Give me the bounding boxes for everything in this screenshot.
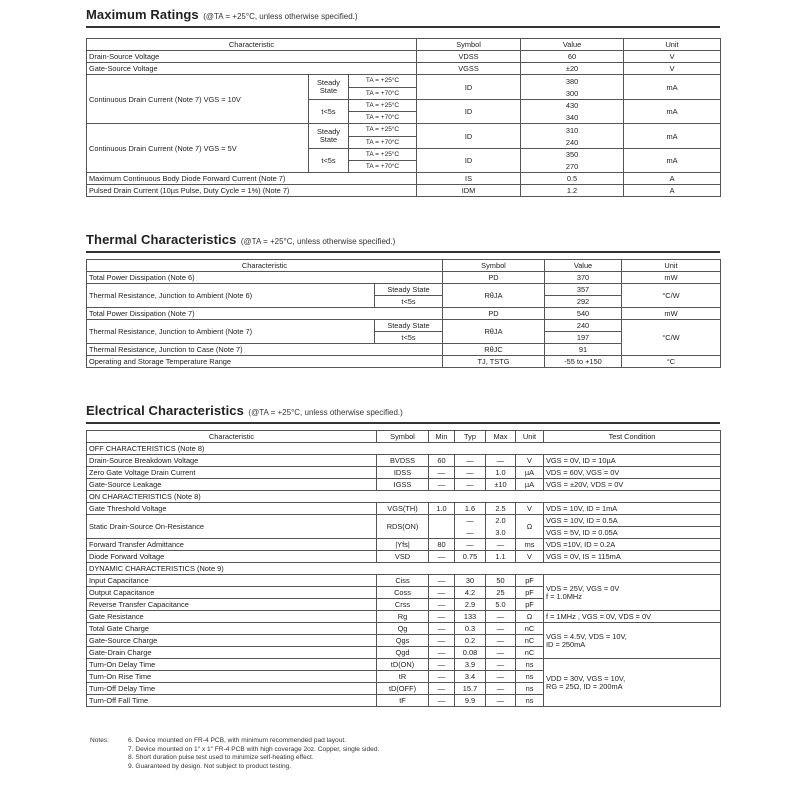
- cell-typ: 0.3: [455, 623, 486, 635]
- cell-characteristic: Maximum Continuous Body Diode Forward Current (Note 7): [87, 173, 417, 185]
- cell-condition: t<5s: [375, 332, 443, 344]
- cell-unit: ms: [516, 539, 544, 551]
- cell-condition-group: [544, 575, 721, 611]
- col-header: Unit: [624, 39, 721, 51]
- maximum-ratings-header: [86, 6, 720, 28]
- cell-symbol: IDM: [417, 185, 521, 197]
- cell-symbol: RθJA: [443, 284, 545, 308]
- cell-max: —: [486, 695, 516, 707]
- cell-temperature: TA = +70°C: [349, 136, 417, 149]
- table-row: [87, 356, 721, 368]
- cell-characteristic: Static Drain-Source On-Resistance: [87, 515, 377, 539]
- cell-characteristic: Input Capacitance: [87, 575, 377, 587]
- table-row: [87, 623, 721, 635]
- cell-unit: mW: [622, 308, 721, 320]
- cell-characteristic: Turn-Off Fall Time: [87, 695, 377, 707]
- cell-symbol: Qgs: [377, 635, 429, 647]
- cell-characteristic: Thermal Resistance, Junction to Ambient (Note 6): [87, 284, 375, 308]
- note-item: 7. Device mounted on 1" x 1" FR-4 PCB with high coverage 2oz. Copper, single sided.: [128, 745, 380, 753]
- cell-value: 430: [521, 100, 624, 112]
- cell-value: 240: [545, 320, 622, 332]
- cell-symbol: tD(OFF): [377, 683, 429, 695]
- cell-symbol: Coss: [377, 587, 429, 599]
- cell-min: —: [429, 683, 455, 695]
- thermal-header: [86, 231, 720, 253]
- cell-condition: VDS = 60V, VGS = 0V: [544, 467, 721, 479]
- cell-characteristic: Reverse Transfer Capacitance: [87, 599, 377, 611]
- cell-condition: VGS = 10V, ID = 0.5A: [544, 515, 721, 527]
- cell-characteristic: Operating and Storage Temperature Range: [87, 356, 443, 368]
- cell-characteristic: Thermal Resistance, Junction to Case (Note 7): [87, 344, 443, 356]
- table-row: [87, 659, 721, 671]
- cell-symbol: PD: [443, 308, 545, 320]
- cell-symbol: Qgd: [377, 647, 429, 659]
- thermal-table: [86, 259, 721, 368]
- cell-unit: ns: [516, 683, 544, 695]
- cell-characteristic: Gate-Source Voltage: [87, 63, 417, 75]
- cell-min: —: [429, 575, 455, 587]
- cell-temperature: TA = +70°C: [349, 87, 417, 100]
- col-header: Unit: [622, 260, 721, 272]
- cell-characteristic: Turn-On Delay Time: [87, 659, 377, 671]
- cell-unit: mA: [624, 100, 721, 124]
- col-header: Value: [521, 39, 624, 51]
- table-row: [87, 173, 721, 185]
- cell-symbol: TJ, TSTG: [443, 356, 545, 368]
- cell-typ: 9.9: [455, 695, 486, 707]
- cell-characteristic: Thermal Resistance, Junction to Ambient (Note 7): [87, 320, 375, 344]
- cell-value: 197: [545, 332, 622, 344]
- cell-symbol: VGS(TH): [377, 503, 429, 515]
- table-row: [87, 575, 721, 587]
- table-row: [87, 551, 721, 563]
- cell-max: 50: [486, 575, 516, 587]
- note-item: 9. Guaranteed by design. Not subject to product testing.: [128, 762, 292, 770]
- cell-condition: Steady State: [309, 124, 349, 149]
- cell-unit: V: [624, 51, 721, 63]
- cell-typ: 0.08: [455, 647, 486, 659]
- cell-symbol: Ciss: [377, 575, 429, 587]
- category-row: [87, 443, 721, 455]
- cell-characteristic: Diode Forward Voltage: [87, 551, 377, 563]
- cell-typ: 0.2: [455, 635, 486, 647]
- cell-typ: —: [455, 527, 486, 539]
- table-row: [87, 308, 721, 320]
- table-row: [87, 515, 721, 527]
- cell-typ: 1.6: [455, 503, 486, 515]
- cell-unit: ns: [516, 659, 544, 671]
- cell-characteristic: Continuous Drain Current (Note 7) VGS = 5V: [87, 124, 309, 173]
- cell-min: —: [429, 479, 455, 491]
- cell-typ: —: [455, 539, 486, 551]
- cell-max: 2.5: [486, 503, 516, 515]
- cell-characteristic: Forward Transfer Admittance: [87, 539, 377, 551]
- cell-unit: V: [624, 63, 721, 75]
- cell-value: 540: [545, 308, 622, 320]
- condition-line: VGS = 4.5V, VDS = 10V,: [546, 631, 627, 641]
- notes-list: [128, 737, 379, 771]
- cell-characteristic: Total Power Dissipation (Note 6): [87, 272, 443, 284]
- cell-unit: pF: [516, 587, 544, 599]
- cell-symbol: ID: [417, 124, 521, 149]
- table-row: [87, 539, 721, 551]
- cell-value: 310: [521, 124, 624, 137]
- cell-typ: 30: [455, 575, 486, 587]
- cell-unit: nC: [516, 635, 544, 647]
- thermal-characteristics-section: [86, 231, 720, 368]
- cell-characteristic: Drain-Source Voltage: [87, 51, 417, 63]
- cell-max: —: [486, 647, 516, 659]
- cell-unit: V: [516, 551, 544, 563]
- table-row: [87, 185, 721, 197]
- cell-unit: µA: [516, 479, 544, 491]
- cell-typ: 2.9: [455, 599, 486, 611]
- cell-min: —: [429, 551, 455, 563]
- cell-unit: nC: [516, 623, 544, 635]
- table-row: [87, 284, 721, 296]
- condition-line: VDS = 25V, VGS = 0V: [546, 583, 620, 593]
- cell-condition: VGS = 5V, ID = 0.05A: [544, 527, 721, 539]
- cell-value: 357: [545, 284, 622, 296]
- table-header-row: [87, 39, 721, 51]
- cell-symbol: IGSS: [377, 479, 429, 491]
- cell-temperature: TA = +25°C: [349, 124, 417, 137]
- cell-condition: f = 1MHz , VGS = 0V, VDS = 0V: [544, 611, 721, 623]
- cell-min: —: [429, 635, 455, 647]
- col-header: Symbol: [443, 260, 545, 272]
- cell-unit: A: [624, 185, 721, 197]
- section-note: (@TA = +25°C, unless otherwise specified.): [248, 408, 403, 417]
- cell-unit: mA: [624, 149, 721, 173]
- cell-characteristic: Total Power Dissipation (Note 7): [87, 308, 443, 320]
- cell-unit: ns: [516, 695, 544, 707]
- cell-min: —: [429, 647, 455, 659]
- cell-condition: t<5s: [309, 100, 349, 124]
- cell-characteristic: Gate-Source Charge: [87, 635, 377, 647]
- cell-value: 292: [545, 296, 622, 308]
- col-header: Characteristic: [87, 260, 443, 272]
- section-title: Thermal Characteristics: [86, 232, 237, 247]
- condition-line: ID = 250mA: [546, 639, 586, 649]
- table-row: [87, 503, 721, 515]
- cell-symbol: IDSS: [377, 467, 429, 479]
- cell-unit: mA: [624, 75, 721, 100]
- cell-typ: 15.7: [455, 683, 486, 695]
- cell-min: —: [429, 587, 455, 599]
- cell-symbol: |Yfs|: [377, 539, 429, 551]
- electrical-header: [86, 402, 720, 424]
- table-row: [87, 467, 721, 479]
- condition-line: RG = 25Ω, ID = 200mA: [546, 681, 623, 691]
- cell-symbol: VSD: [377, 551, 429, 563]
- cell-min: —: [429, 671, 455, 683]
- cell-temperature: TA = +25°C: [349, 100, 417, 112]
- cell-symbol: tR: [377, 671, 429, 683]
- cell-unit: V: [516, 503, 544, 515]
- cell-min: —: [429, 599, 455, 611]
- category-row: [87, 491, 721, 503]
- cell-condition: VGS = ±20V, VDS = 0V: [544, 479, 721, 491]
- col-header: Typ: [455, 431, 486, 443]
- note-item: 6. Device mounted on FR-4 PCB, with minimum recommended pad layout.: [128, 737, 347, 744]
- section-note: (@TA = +25°C, unless otherwise specified.): [203, 12, 358, 21]
- cell-symbol: IS: [417, 173, 521, 185]
- section-title: Electrical Characteristics: [86, 403, 244, 418]
- col-header: Characteristic: [87, 39, 417, 51]
- cell-unit: A: [624, 173, 721, 185]
- col-header: Value: [545, 260, 622, 272]
- cell-unit: nC: [516, 647, 544, 659]
- col-header: Max: [486, 431, 516, 443]
- cell-min: 80: [429, 539, 455, 551]
- condition-line: f = 1.0MHz: [546, 591, 582, 601]
- cell-unit: °C/W: [622, 284, 721, 308]
- cell-typ: 3.4: [455, 671, 486, 683]
- cell-value: ±20: [521, 63, 624, 75]
- cell-value: 0.5: [521, 173, 624, 185]
- table-row: [87, 320, 721, 332]
- cell-symbol: Crss: [377, 599, 429, 611]
- cell-max: 3.0: [486, 527, 516, 539]
- cell-condition: Steady State: [375, 284, 443, 296]
- col-header: Symbol: [417, 39, 521, 51]
- cell-condition: VGS = 0V, ID = 10µA: [544, 455, 721, 467]
- cell-min: —: [429, 623, 455, 635]
- cell-min: [429, 515, 455, 539]
- cell-min: 1.0: [429, 503, 455, 515]
- cell-max: —: [486, 539, 516, 551]
- cell-symbol: Rg: [377, 611, 429, 623]
- cell-min: —: [429, 659, 455, 671]
- cell-condition: Steady State: [375, 320, 443, 332]
- cell-value: 350: [521, 149, 624, 161]
- cell-symbol: tD(ON): [377, 659, 429, 671]
- cell-unit: µA: [516, 467, 544, 479]
- notes-label: Notes:: [90, 737, 110, 744]
- table-row: [87, 51, 721, 63]
- cell-symbol: RDS(ON): [377, 515, 429, 539]
- cell-value: 380: [521, 75, 624, 88]
- cell-condition: VDS =10V, ID = 0.2A: [544, 539, 721, 551]
- cell-characteristic: Pulsed Drain Current (10µs Pulse, Duty Cycle = 1%) (Note 7): [87, 185, 417, 197]
- cell-unit: V: [516, 455, 544, 467]
- cell-temperature: TA = +70°C: [349, 112, 417, 124]
- cell-symbol: VGSS: [417, 63, 521, 75]
- cell-temperature: TA = +25°C: [349, 149, 417, 161]
- cell-symbol: ID: [417, 100, 521, 124]
- cell-temperature: TA = +70°C: [349, 161, 417, 173]
- cell-min: 60: [429, 455, 455, 467]
- cell-max: —: [486, 659, 516, 671]
- cell-unit: Ω: [516, 611, 544, 623]
- cell-condition-group: [544, 623, 721, 659]
- cell-unit: mA: [624, 124, 721, 149]
- cell-symbol: tF: [377, 695, 429, 707]
- cell-condition: VGS = 0V, IS = 115mA: [544, 551, 721, 563]
- table-row: [87, 611, 721, 623]
- section-title: Maximum Ratings: [86, 7, 199, 22]
- cell-unit: Ω: [516, 515, 544, 539]
- cell-max: ±10: [486, 479, 516, 491]
- cell-symbol: RθJC: [443, 344, 545, 356]
- table-row: [87, 63, 721, 75]
- cell-max: 2.0: [486, 515, 516, 527]
- cell-max: —: [486, 671, 516, 683]
- table-row: [87, 124, 721, 137]
- cell-typ: 0.75: [455, 551, 486, 563]
- cell-min: —: [429, 611, 455, 623]
- cell-condition: Steady State: [309, 75, 349, 100]
- cell-max: —: [486, 455, 516, 467]
- cell-value: 370: [545, 272, 622, 284]
- cell-unit: pF: [516, 599, 544, 611]
- cell-typ: —: [455, 467, 486, 479]
- category-label: ON CHARACTERISTICS (Note 8): [87, 491, 721, 503]
- cell-characteristic: Gate-Source Leakage: [87, 479, 377, 491]
- maximum-ratings-section: [86, 6, 720, 197]
- cell-typ: 4.2: [455, 587, 486, 599]
- category-label: OFF CHARACTERISTICS (Note 8): [87, 443, 721, 455]
- table-row: [87, 272, 721, 284]
- cell-min: —: [429, 695, 455, 707]
- cell-characteristic: Turn-On Rise Time: [87, 671, 377, 683]
- cell-max: 25: [486, 587, 516, 599]
- cell-unit: ns: [516, 671, 544, 683]
- cell-condition: VDS = 10V, ID = 1mA: [544, 503, 721, 515]
- cell-characteristic: Turn-Off Delay Time: [87, 683, 377, 695]
- cell-characteristic: Gate Threshold Voltage: [87, 503, 377, 515]
- electrical-characteristics-section: [86, 402, 720, 707]
- note-item: 8. Short duration pulse test used to minimize self-heating effect.: [128, 754, 314, 762]
- maximum-ratings-table: [86, 38, 721, 197]
- cell-value: 240: [521, 136, 624, 149]
- cell-symbol: ID: [417, 75, 521, 100]
- col-header: Unit: [516, 431, 544, 443]
- condition-line: VDD = 30V, VGS = 10V,: [546, 673, 626, 683]
- cell-characteristic: Zero Gate Voltage Drain Current: [87, 467, 377, 479]
- cell-max: 1.1: [486, 551, 516, 563]
- table-header-row: [87, 260, 721, 272]
- cell-condition: t<5s: [375, 296, 443, 308]
- category-row: [87, 563, 721, 575]
- cell-unit: mW: [622, 272, 721, 284]
- cell-typ: 3.9: [455, 659, 486, 671]
- cell-max: —: [486, 635, 516, 647]
- cell-value: 60: [521, 51, 624, 63]
- cell-max: —: [486, 623, 516, 635]
- cell-characteristic: Gate-Drain Charge: [87, 647, 377, 659]
- cell-symbol: Qg: [377, 623, 429, 635]
- table-header-row: [87, 431, 721, 443]
- cell-characteristic: Drain-Source Breakdown Voltage: [87, 455, 377, 467]
- cell-symbol: ID: [417, 149, 521, 173]
- cell-typ: 133: [455, 611, 486, 623]
- cell-value: 1.2: [521, 185, 624, 197]
- col-header: Symbol: [377, 431, 429, 443]
- cell-symbol: RθJA: [443, 320, 545, 344]
- cell-symbol: VDSS: [417, 51, 521, 63]
- electrical-table: [86, 430, 721, 707]
- table-row: [87, 455, 721, 467]
- col-header: Test Condition: [544, 431, 721, 443]
- cell-characteristic: Total Gate Charge: [87, 623, 377, 635]
- section-note: (@TA = +25°C, unless otherwise specified.): [240, 237, 396, 246]
- cell-value: 270: [521, 161, 624, 173]
- cell-characteristic: Gate Resistance: [87, 611, 377, 623]
- table-row: [87, 479, 721, 491]
- cell-max: 1.0: [486, 467, 516, 479]
- cell-value: 340: [521, 112, 624, 124]
- category-label: DYNAMIC CHARACTERISTICS (Note 9): [87, 563, 721, 575]
- cell-characteristic: Continuous Drain Current (Note 7) VGS = 10V: [87, 75, 309, 124]
- table-row: [87, 75, 721, 88]
- col-header: Characteristic: [87, 431, 377, 443]
- cell-min: —: [429, 467, 455, 479]
- cell-value: 300: [521, 87, 624, 100]
- cell-max: —: [486, 683, 516, 695]
- cell-condition: t<5s: [309, 149, 349, 173]
- cell-unit: °C: [622, 356, 721, 368]
- cell-typ: —: [455, 515, 486, 527]
- col-header: Min: [429, 431, 455, 443]
- cell-unit: pF: [516, 575, 544, 587]
- cell-typ: —: [455, 479, 486, 491]
- cell-characteristic: Output Capacitance: [87, 587, 377, 599]
- cell-symbol: PD: [443, 272, 545, 284]
- cell-symbol: BVDSS: [377, 455, 429, 467]
- cell-condition-group: [544, 659, 721, 707]
- cell-max: 5.0: [486, 599, 516, 611]
- cell-typ: —: [455, 455, 486, 467]
- cell-value: 91: [545, 344, 622, 356]
- cell-unit: °C/W: [622, 320, 721, 356]
- cell-temperature: TA = +25°C: [349, 75, 417, 88]
- cell-max: —: [486, 611, 516, 623]
- cell-value: -55 to +150: [545, 356, 622, 368]
